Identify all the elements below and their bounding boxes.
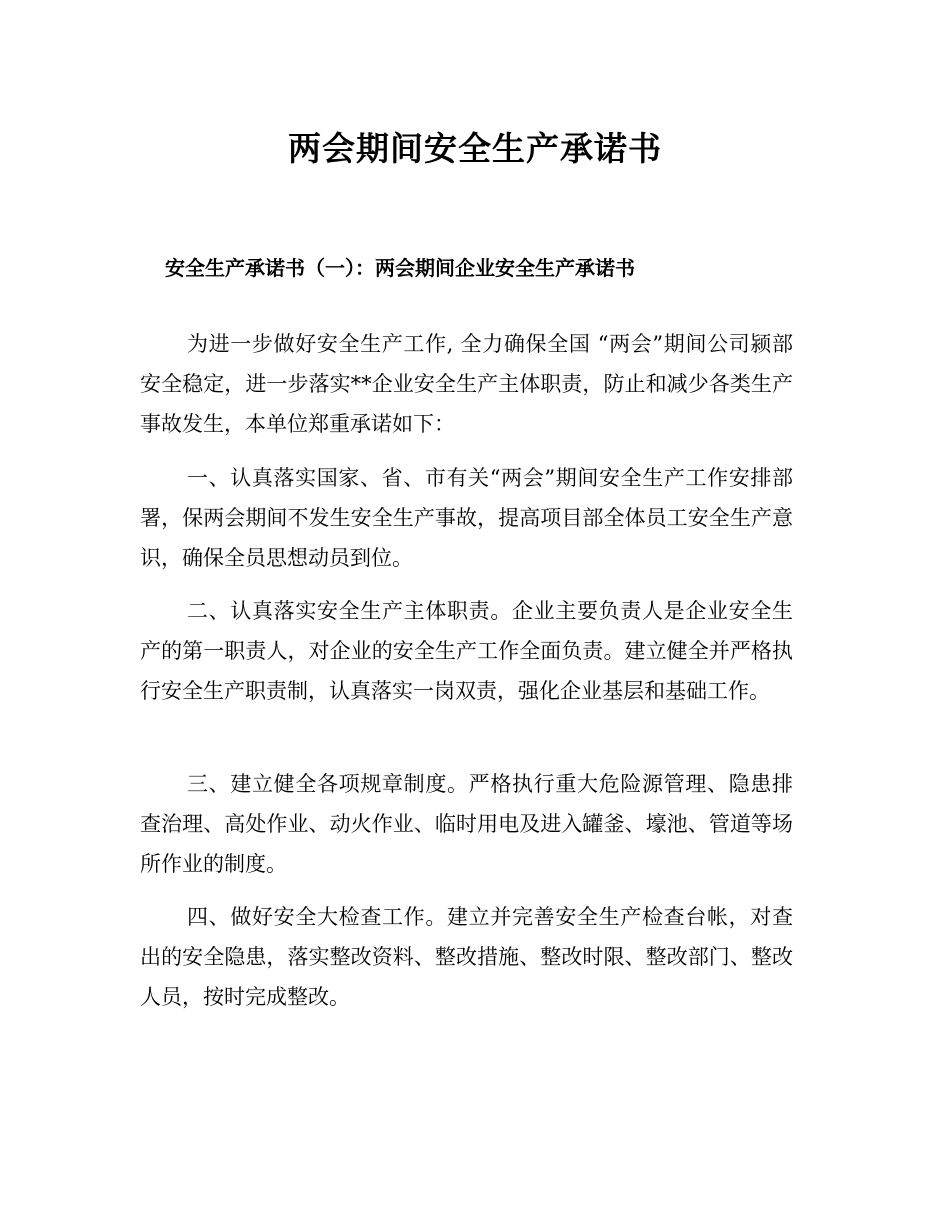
- page-title: 两会期间安全生产承诺书: [288, 129, 662, 168]
- commitment-item-4: 四、做好安全大检查工作。建立并完善安全生产检查台帐，对查出的安全隐患，落实整改资料、整改措施、整改时限、整改部门、整改人员，按时完成整改。: [140, 905, 793, 1009]
- commitment-item-2: 二、认真落实安全生产主体职责。企业主要负责人是企业安全生产的第一职责人，对企业的安全生产工作全面负责。建立健全并严格执行安全生产职责制，认真落实一岗双责，强化企业基层和基础工作。: [140, 599, 793, 703]
- commitment-item-3: 三、建立健全各项规章制度。严格执行重大危险源管理、隐患排查治理、高处作业、动火作业、临时用电及进入罐釜、壕池、管道等场所作业的制度。: [140, 772, 793, 876]
- commitment-item-1: 一、认真落实国家、省、市有关“两会”期间安全生产工作安排部署，保两会期间不发生安全生产事故，提高项目部全体员工安全生产意识，确保全员思想动员到位。: [140, 466, 793, 570]
- section-heading: 安全生产承诺书（一）：两会期间企业安全生产承诺书: [165, 256, 635, 280]
- intro-paragraph: 为进一步做好安全生产工作, 全力确保全国 “两会”期间公司颍部安全稳定，进一步落实**企业安全生产主体职责，防止和减少各类生产事故发生，本单位郑重承诺如下：: [140, 332, 793, 436]
